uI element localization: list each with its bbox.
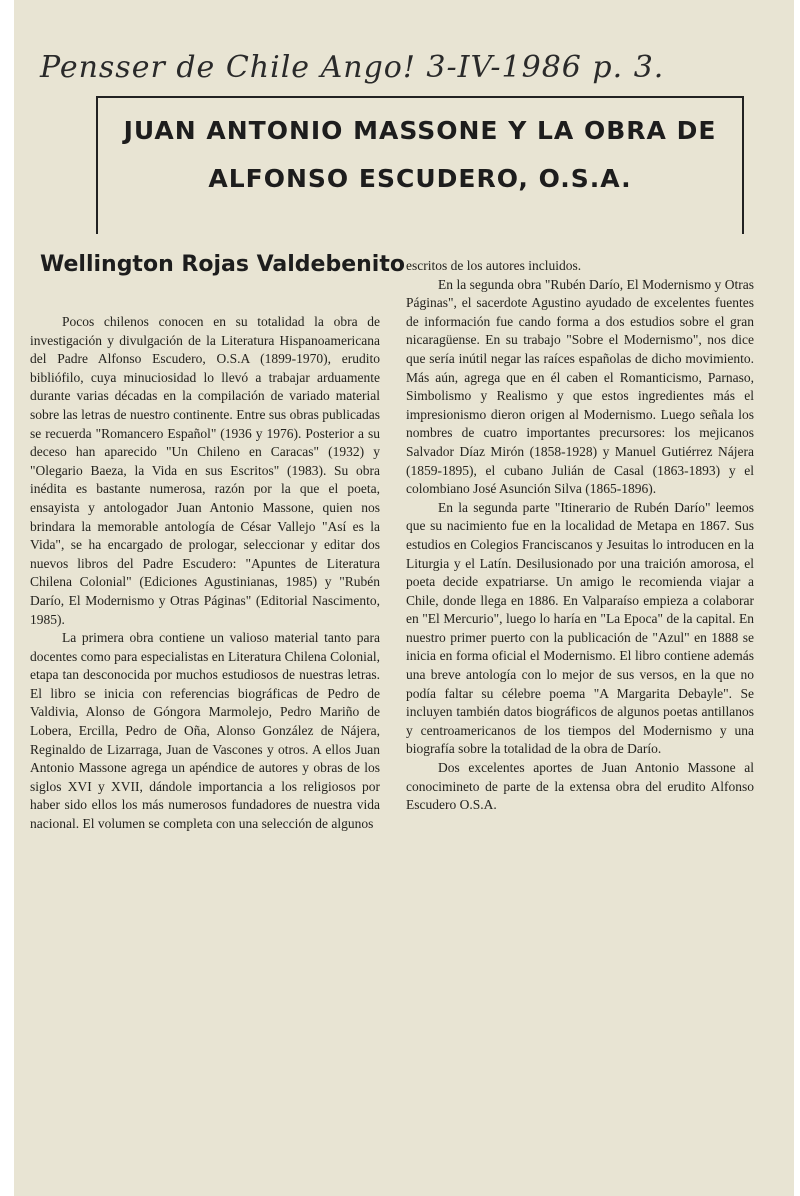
paragraph: escritos de los autores incluidos. bbox=[406, 258, 582, 273]
article-column-right bbox=[406, 257, 754, 815]
author-byline: Wellington Rojas Valdebenito bbox=[40, 252, 405, 277]
paragraph: Pocos chilenos conocen en su totalidad la obra de investigación y divulgación de la Literatura Hispanoamericana del Padre Alfonso Escudero, O.S.A (1899-1970), erudito bibliófilo, cuya minuciosidad lo llevó a trabajar arduamente durante varias décadas en la compilación de variado material sobre las letras de nuestro continente. Entre sus obras publicadas se recuerda "Romancero Español" (1936 y 1976). Posterior a su deceso han aparecido "Un Chileno en Caracas" (1932) y "Olegario Baeza, la Vida en sus Escritos" (1983). Su obra inédita es bastante numerosa, razón por la que el poeta, ensayista y antologador Juan Antonio Massone, quien nos brindara la memorable antología de César Vallejo "Así es la Vida", se ha encargado de prologar, seleccionar y editar dos nuevos libros del Padre Escudero: "Apuntes de Literatura Chilena Colonial" (Ediciones Agustinianas, 1985) y "Rubén Darío, El Modernismo y Otras Páginas" (Editorial Nascimento, 1985). bbox=[30, 314, 380, 627]
article-column-left bbox=[30, 313, 380, 834]
headline-line-2: ALFONSO ESCUDERO, O.S.A. bbox=[208, 164, 632, 193]
handwritten-source-note: Pensser de Chile Ango! 3-IV-1986 p. 3. bbox=[40, 50, 665, 85]
paragraph: En la segunda parte "Itinerario de Rubén Darío" leemos que su nacimiento fue en la localidad de Metapa en 1867. Sus estudios en Colegios Franciscanos y Jesuitas lo introducen en la Liturgia y el Latín. Desilusionado por una traición amorosa, el poeta decide expatriarse. Un amigo le recomienda viajar a Chile, donde llega en 1886. En Valparaíso empieza a colaborar en "El Mercurio", luego lo haría en "La Epoca" de la capital. En nuestro primer puerto con la publicación de "Azul" en 1888 se inicia en forma oficial el Modernismo. El libro contiene además una breve antología con lo mejor de sus versos, en la que no podía faltar su célebre poema "A Margarita Debayle". Se incluyen también datos biográficos de algunos poetas antillanos y centroamericanos de los tiempos del Modernismo y una biografía sobre la totalidad de la obra de Darío. bbox=[406, 499, 754, 757]
paragraph: En la segunda obra "Rubén Darío, El Modernismo y Otras Páginas", el sacerdote Agustino ayudado de excelentes fuentes de información fue cando forma a dos estudios sobre el gran nicaragüense. En su trabajo "Sobre el Modernismo", nos dice que sería inútil negar las raíces españolas de dicho movimiento. Más aún, agrega que en él caben el Romanticismo, Parnaso, Simbolismo y Realismo y que estos ingredientes más el impresionismo dieron origen al Modernismo. Luego señala los nombres de cuatro importantes precursores: los mejicanos Salvador Díaz Mirón (1858-1928) y Manuel Gutiérrez Nájera (1859-1895), el cubano Julián de Casal (1863-1893) y el colombiano José Asunción Silva (1865-1896). bbox=[406, 276, 754, 497]
paragraph: Dos excelentes aportes de Juan Antonio Massone al conocimineto de parte de la extensa obra del erudito Alfonso Escudero O.S.A. bbox=[406, 760, 754, 813]
paragraph: La primera obra contiene un valioso material tanto para docentes como para especialistas en Literatura Chilena Colonial, etapa tan desconocida por muchos estudiosos de nuestras letras. El libro se inicia con referencias biográficas de Pedro de Valdivia, Alonso de Góngora Marmolejo, Pedro Mariño de Lobera, Ercilla, Pedro de Oña, Alonso González de Nájera, Reginaldo de Lizarraga, Juan de Vascones y otros. A ellos Juan Antonio Massone agrega un apéndice de autores y obras de los siglos XVI y XVII, dándole importancia a los religiosos por haber sido ellos los más numerosos fundadores de nuestra vida nacional. El volumen se completa con una selección de algunos bbox=[30, 630, 380, 832]
headline-line-1: JUAN ANTONIO MASSONE Y LA OBRA DE bbox=[123, 116, 717, 145]
headline-box bbox=[96, 96, 744, 234]
